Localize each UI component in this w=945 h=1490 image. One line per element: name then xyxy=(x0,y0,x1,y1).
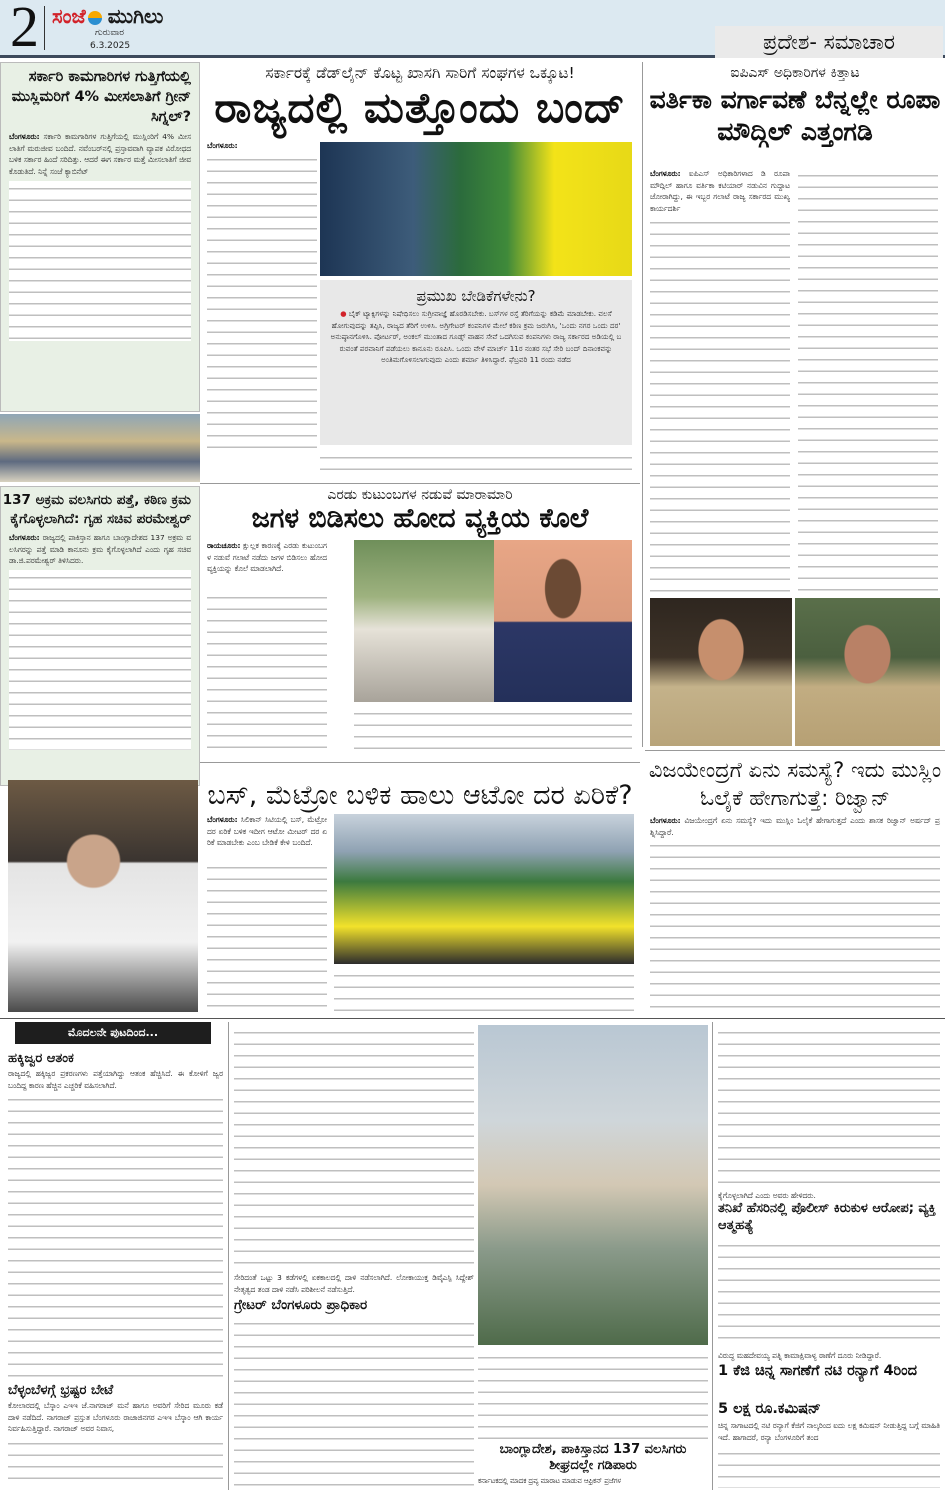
column-rule xyxy=(712,1022,713,1490)
demands-text xyxy=(320,306,632,368)
auto-fare-text-lines-bottom xyxy=(334,968,634,1014)
story-body xyxy=(1,127,199,181)
bandh-kicker: ಸರ್ಕಾರಕ್ಕೆ ಡೆಡ್‌ಲೈನ್ ಕೊಟ್ಟ ಖಾಸಗಿ ಸಾರಿಗೆ ಸಂಘಗಳ ಒಕ್ಕೂಟ! xyxy=(265,64,575,82)
lead-text: ಸರ್ಕಾರಿ ಕಾಮಗಾರಿಗಳ ಗುತ್ತಿಗೆಯಲ್ಲಿ ಮುಸ್ಲಿಂರಿಗೆ 4% ಮೀಸಲಾತಿಗೆ ಮರುಜೀವ ಬಂದಿದೆ. ನವೆಂಬರ್‌ನಲ್ಲಿ ಪ್ರಸ್ತಾವವಾಗಿ ವ್ಯಾಪಕ ವಿರೋಧದ ಬಳಿಕ ಸರ್ಕಾರ ಹಿಂದೆ ಸರಿದಿತ್ತು. ಆದರೆ ಈಗ ಸರ್ಕಾರ ಮತ್ತೆ ಮೀಸಲಾತಿಗೆ ಜೀವ ಕೊಡುತಿದೆ. ನಿನ್ನೆ ಸಂಜೆ ಕ್ಯಾಬಿನೆಟ್ xyxy=(9,132,191,176)
continued-text-lines-4 xyxy=(234,1316,474,1486)
lead-text: ಸಿಲಿಕಾನ್ ಸಿಟಿಯಲ್ಲಿ ಬಸ್, ಮೆಟ್ರೋ ದರ ಏರಿಕೆ ಬಳಿಕ ಇದೀಗ ಆಟೋ ಮೀಟರ್ ದರ ಏರಿಕೆ ಮಾಡಬೇಕು ಎಂಬ ಬೇಡಿಕೆ ಕೇಳಿ ಬಂದಿದೆ. xyxy=(207,815,327,847)
headline: ಸರ್ಕಾರಿ ಕಾಮಗಾರಿಗಳ ಗುತ್ತಿಗೆಯಲ್ಲಿ ಮುಸ್ಲಿಮರಿಗೆ 4% ಮೀಸಲಾತಿಗೆ ಗ್ರೀನ್ ಸಿಗ್ನಲ್? xyxy=(11,69,191,125)
bullet-icon: ● xyxy=(340,309,347,318)
complaint-text: ವಿರುದ್ಧ ಮಹದೇವಯ್ಯ ಪತ್ನಿ ಕಾಮಾಕ್ಷಿವಾಳ್ಯ ಠಾಣೆಗೆ ದೂರು ನೀಡಿದ್ದಾರೆ. xyxy=(718,1351,882,1360)
bandh-headline: ರಾಜ್ಯದಲ್ಲಿ ಮತ್ತೊಂದು ಬಂದ್ xyxy=(214,83,626,132)
dateline: ಬೆಂಗಳೂರು: xyxy=(9,132,40,141)
auto-fare-body xyxy=(207,814,327,849)
cabinet-meeting-photo xyxy=(0,414,200,482)
brand-logo xyxy=(52,4,163,28)
continued-text-lines-3 xyxy=(234,1025,474,1270)
section-rule xyxy=(200,762,640,763)
brand-part1: ಸಂಜೆ xyxy=(52,4,86,28)
sun-palm-icon xyxy=(88,11,102,25)
dateline: ಬೆಂಗಳೂರು: xyxy=(650,816,681,825)
ips-text-lines-1 xyxy=(650,215,790,595)
lead-text: ಕ್ಷುಲ್ಲಕ ಕಾರಣಕ್ಕೆ ಎರಡು ಕುಟುಂಬಗಳ ನಡುವೆ ಗಲಾಟೆ ನಡೆದು ಜಗಳ ಬಿಡಿಸಲು ಹೋದ ವ್ಯಕ್ತಿಯನ್ನು ಕೊಲೆ ಮಾಡಲಾಗಿದೆ. xyxy=(207,541,327,573)
masthead-divider xyxy=(44,6,45,50)
commission-subhead: 5 ಲಕ್ಷ ರೂ.ಕಮಿಷನ್ xyxy=(718,1401,821,1417)
section-rule xyxy=(645,750,945,751)
continued-text-lines-7 xyxy=(718,1238,940,1348)
bird-flu-subhead: ಹಕ್ಕಿಜ್ವರ ಆತಂಕ xyxy=(8,1051,74,1066)
story-body xyxy=(1,529,199,570)
roopa-moudgil-photo xyxy=(650,598,792,746)
dateline: ಬೆಂಗಳೂರು: xyxy=(207,815,238,824)
continued-text-lines-8 xyxy=(718,1446,940,1488)
rizwan-headline: ವಿಜಯೇಂದ್ರಗೆ ಏನು ಸಮಸ್ಯೆ? ಇದು ಮುಸ್ಲಿಂ ಓಲೈಕೆ ಹೇಗಾಗುತ್ತೆ: ರಿಜ್ವಾನ್ xyxy=(648,758,942,810)
dateline: ಬೆಂಗಳೂರು: xyxy=(650,169,681,178)
auto-fare-headline: ಬಸ್, ಮೆಟ್ರೋ ಬಳಿಕ ಹಾಲು ಆಟೋ ದರ ಏರಿಕೆ? xyxy=(207,780,633,811)
section-rule xyxy=(0,1018,945,1019)
murder-text-lines xyxy=(207,590,327,755)
brand-part2: ಮುಗಿಲು xyxy=(107,4,164,28)
gold-smuggling-subhead: 1 ಕೆಜಿ ಚಿನ್ನ ಸಾಗಣೆಗೆ ನಟಿ ರನ್ಯಾಗೆ 4ರಿಂದ xyxy=(718,1363,917,1379)
continued-bar: ಮೊದಲನೇ ಪುಟದಿಂದ... xyxy=(15,1022,211,1044)
ips-headline: ವರ್ತಿಕಾ ವರ್ಗಾವಣೆ ಬೆನ್ನಲ್ಲೇ ರೂಪಾ ಮೌದ್ಗಿಲ್ ಎತ್ತಂಗಡಿ xyxy=(649,85,941,146)
rizwan-body xyxy=(650,815,940,838)
raid-text: ಕೋಲಾರದಲ್ಲಿ ಬೆಸ್ಕಾಂ ಎಇಇ ಜೆ.ನಾಗರಾಜ್ ಮನೆ ಹಾಗೂ ಅವರಿಗೆ ಸೇರಿದ ಮೂರು ಕಡೆ ದಾಳಿ ನಡೆದಿದೆ. ನಾಗರಾಜ್ ಪ್ರಸ್ತುತ ಬೆಂಗಳೂರು ರಾಜಾಜಿನಗರ ಎಇಇ ಬೆಸ್ಕಾಂ ಆಗಿ ಕಾರ್ಯನಿರ್ವಹಿಸುತ್ತಿದ್ದಾರೆ. ನಾಗರಾಜ್ ಅವರ ನಿವಾಸ, xyxy=(8,1401,223,1433)
city-skyline-photo xyxy=(478,1025,708,1345)
rizwan-text-lines xyxy=(650,838,940,1016)
dateline: ರಾಯಚೂರು: xyxy=(207,541,241,550)
murder-body xyxy=(207,540,327,575)
continued-text-lines-2 xyxy=(8,1436,223,1486)
continued-text-lines-5 xyxy=(478,1350,708,1440)
demands-box xyxy=(320,280,632,445)
vartika-katiyar-photo xyxy=(795,598,940,746)
murder-text-lines-right xyxy=(354,706,632,756)
ips-body xyxy=(650,168,790,214)
lead-text: ಐಪಿಎಸ್ ಅಧಿಕಾರಿಗಳಾದ ಡಿ ರೂಪಾ ಮೌದ್ಗಿಲ್ ಹಾಗೂ ವರ್ತಿಕಾ ಕಟಿಯಾರ್ ನಡುವಿನ ಗುದ್ದಾಟ ಜೋರಾಗಿದ್ದು, ಈ ಇಬ್ಬರ ಗಲಾಟೆ ರಾಜ್ಯ ಸರ್ಕಾರದ ಮುಖ್ಯ ಕಾರ್ಯದರ್ಶಿ xyxy=(650,169,790,213)
headline: 137 ಅಕ್ರಮ ವಲಸಿಗರು ಪತ್ತೆ, ಕಠಿಣ ಕ್ರಮ ಕೈಗೊಳ್ಳಲಾಗಿದೆ: ಗೃಹ ಸಚಿವ ಪರಮೇಶ್ವರ್ xyxy=(2,492,191,527)
parameshwar-photo xyxy=(8,780,198,1012)
lokayukta-text: ಸೇರಿದಂತೆ ಒಟ್ಟು 3 ಕಡೆಗಳಲ್ಲಿ ಏಕಕಾಲದಲ್ಲಿ ದಾಳಿ ನಡೆಸಲಾಗಿದೆ. ಲೋಕಾಯುಕ್ತ ಡಿವೈಎಸ್ಪಿ ಸಿದ್ದೇಶ್ ನೇತೃತ್ವದ ತಂಡ ದಾಳಿ ನಡೆಸಿ ಪರಿಶೀಲನೆ ನಡೆಸುತ್ತಿದೆ. xyxy=(234,1273,474,1294)
murder-headline: ಜಗಳ ಬಿಡಿಸಲು ಹೋದ ವ್ಯಕ್ತಿಯ ಕೊಲೆ xyxy=(251,503,589,534)
deportation-subhead: ಬಾಂಗ್ಲಾದೇಶ, ಪಾಕಿಸ್ತಾನದ 137 ವಲಸಿಗರು ಶೀಘ್ರದಲ್ಲೇ ಗಡಿಪಾರು xyxy=(499,1442,687,1473)
murder-kicker: ಎರಡು ಕುಟುಂಬಗಳ ನಡುವೆ ಮಾರಾಮಾರಿ xyxy=(327,487,513,503)
issue-day: ಗುರುವಾರ xyxy=(95,28,125,38)
ips-text-lines-2 xyxy=(798,168,938,595)
victim-photo xyxy=(494,540,632,702)
raid-subhead: ಬೆಳ್ಳಂಬೆಳಗ್ಗೆ ಭ್ರಷ್ಟರ ಬೇಟೆ xyxy=(8,1383,114,1398)
column-rule xyxy=(228,1022,229,1490)
story-migrants xyxy=(0,486,200,786)
ips-kicker: ಐಪಿಎಸ್ ಅಧಿಕಾರಿಗಳ ಕಿತ್ತಾಟ xyxy=(730,65,860,81)
autos-queue-photo xyxy=(334,814,634,964)
bird-flu-text: ರಾಜ್ಯದಲ್ಲಿ ಹಕ್ಕಿಜ್ವರ ಪ್ರಕರಣಗಳು ಪತ್ತೆಯಾಗಿದ್ದು ಆತಂಕ ಹೆಚ್ಚಿಸಿದೆ. ಈ ಕೋಳಿಗೆ ಜ್ವರ ಬಂದಿದ್ದ ಕಾರಣ ಹೆಚ್ಚಿನ ಎಚ್ಚರಿಕೆ ವಹಿಸಲಾಗಿದೆ. xyxy=(8,1069,223,1090)
deportation-text: ಕರ್ನಾಟಕದಲ್ಲಿ ಮಾದಕ ದ್ರವ್ಯ ಮಾರಾಟ ಮಾಡುವ ಆಫ್ರಿಕನ್ ಪ್ರಜೆಗಳ xyxy=(478,1477,622,1485)
commission-text: ಚಿನ್ನ ಸಾಗಾಟದಲ್ಲಿ ನಟಿ ರನ್ಯಾಗೆ ಕೆಜಿಗೆ ನಾಲ್ಕರಿಂದ ಐದು ಲಕ್ಷ ಕಮಿಷನ್ ನೀಡುತ್ತಿದ್ದ ಬಗ್ಗೆ ಮಾಹಿತಿ ಇದೆ. ಹಾಗಾದರೆ, ರನ್ಯಾ ಬೆಂಗಳೂರಿಗೆ ತಂದ xyxy=(718,1421,940,1442)
continued-text-lines-1 xyxy=(8,1092,223,1377)
buses-autos-photo xyxy=(320,142,632,276)
column-rule xyxy=(642,62,643,747)
dateline: ಬೆಂಗಳೂರು: xyxy=(9,533,40,542)
greater-bengaluru-subhead: ಗ್ರೇಟರ್ ಬೆಂಗಳೂರು ಪ್ರಾಧಿಕಾರ xyxy=(234,1297,368,1313)
lead-text: ರಾಜ್ಯದಲ್ಲಿ ಪಾಕಿಸ್ತಾನ ಹಾಗೂ ಬಾಂಗ್ಲಾದೇಶದ 137 ಅಕ್ರಮ ವಲಸಿಗರನ್ನು ಪತ್ತೆ ಮಾಡಿ ಕಾನೂನು ಕ್ರಮ ಕೈಗೊಳ್ಳಲಾಗಿದೆ ಎಂದು ಗೃಹ ಸಚಿವ ಡಾ.ಜಿ.ಪರಮೇಶ್ವರ್ ತಿಳಿಸಿದರು. xyxy=(9,533,191,565)
dateline: ಬೆಂಗಳೂರು: xyxy=(207,141,238,150)
bandh-text-lines-bottom xyxy=(320,450,632,480)
bandh-text-lines xyxy=(207,152,317,452)
story-muslim-quota xyxy=(0,62,200,412)
section-label: ಪ್ರದೇಶ- ಸಮಾಚಾರ xyxy=(715,26,943,58)
police-harassment-subhead: ತನಿಖೆ ಹೆಸರಿನಲ್ಲಿ ಪೊಲೀಸ್ ಕಿರುಕುಳ ಆರೋಪ; ವ್ಯಕ್ತಿ ಆತ್ಮಹತ್ಯೆ xyxy=(718,1201,936,1233)
crime-scene-photo xyxy=(354,540,494,702)
body-text-lines xyxy=(9,570,191,750)
body-text-lines xyxy=(9,181,191,341)
auto-fare-text-lines xyxy=(207,860,327,1015)
bandh-body xyxy=(207,140,317,152)
page-number: 2 xyxy=(10,0,39,59)
demands-list: ಬೈಕ್ ಟ್ಯಾಕ್ಸಿಗಳನ್ನು ನಿಷೇಧಿಸಲು ಸುಗ್ರೀವಾಜ್ಞೆ ಹೊರಡಿಸಬೇಕು. ಬಸ್‌ಗಳ ರಸ್ತೆ ತೆರಿಗೆಯನ್ನು ಕಡಿಮೆ ಮಾಡಬೇಕು. ವಲಸೆ ಹೋಗುವುದನ್ನು ತಪ್ಪಿಸಿ, ರಾಜ್ಯದ ತೆರಿಗೆ ಉಳಿಸಿ. ಅಗ್ರಿಗೇಟರ್ ಕಂಪನಿಗಳ ಮೇಲೆ ಕಠಿಣ ಕ್ರಮ ಜರುಗಿಸಿ, 'ಒಂದು ನಗರ ಒಂದು ದರ' ಅನುಷ್ಠಾನಗೊಳಿಸಿ. ಪೋರ್ಟರ್, ಅಂಕಲ್ ಮುಂತಾದ ಗೂಡ್ಸ್ ವಾಹನ ಸೇವೆ ಒದಗಿಸುವ ಕಂಪನಿಗಳು ರಾಜ್ಯ ಸರ್ಕಾರದ ಅಡಿಯಲ್ಲಿ ಬರುವಂತೆ ಪರವಾನಿಗೆ ಪಡೆಯಲು ಕಾನೂನು ರೂಪಿಸಿ. ಒಂದು ವೇಳೆ ಮಾರ್ಚ್ 11ರ ನಂತರ ಸಭೆ ಸೇರಿ ಬಂದ್ ದಿನಾಂಕವನ್ನು ಅಂತಿಮಗೊಳಿಸಲಾಗುವುದು ಎಂದು ಶರ್ಮಾ ತಿಳಿಸಿದ್ದಾರೆ. ಫೆಬ್ರವರಿ 11 ರಂದು ನಡೆದ xyxy=(330,309,622,364)
continued-text-lines-6 xyxy=(718,1025,940,1190)
issue-date: 6.3.2025 xyxy=(90,41,131,51)
demands-title: ಪ್ರಮುಖ ಬೇಡಿಕೆಗಳೇನು? xyxy=(416,287,536,305)
police-pre-text: ಕೈಗೊಳ್ಳಲಾಗಿದೆ ಎಂದು ಅವರು ಹೇಳಿದರು. xyxy=(718,1191,816,1200)
lead-text: ವಿಜಯೇಂದ್ರಗೆ ಏನು ಸಮಸ್ಯೆ? ಇದು ಮುಸ್ಲಿಂ ಓಲೈಕೆ ಹೇಗಾಗುತ್ತದೆ ಎಂದು ಶಾಸಕ ರಿಜ್ವಾನ್ ಅರ್ಷದ್ ಪ್ರಶ್ನಿಸಿದ್ದಾರೆ. xyxy=(650,816,940,837)
